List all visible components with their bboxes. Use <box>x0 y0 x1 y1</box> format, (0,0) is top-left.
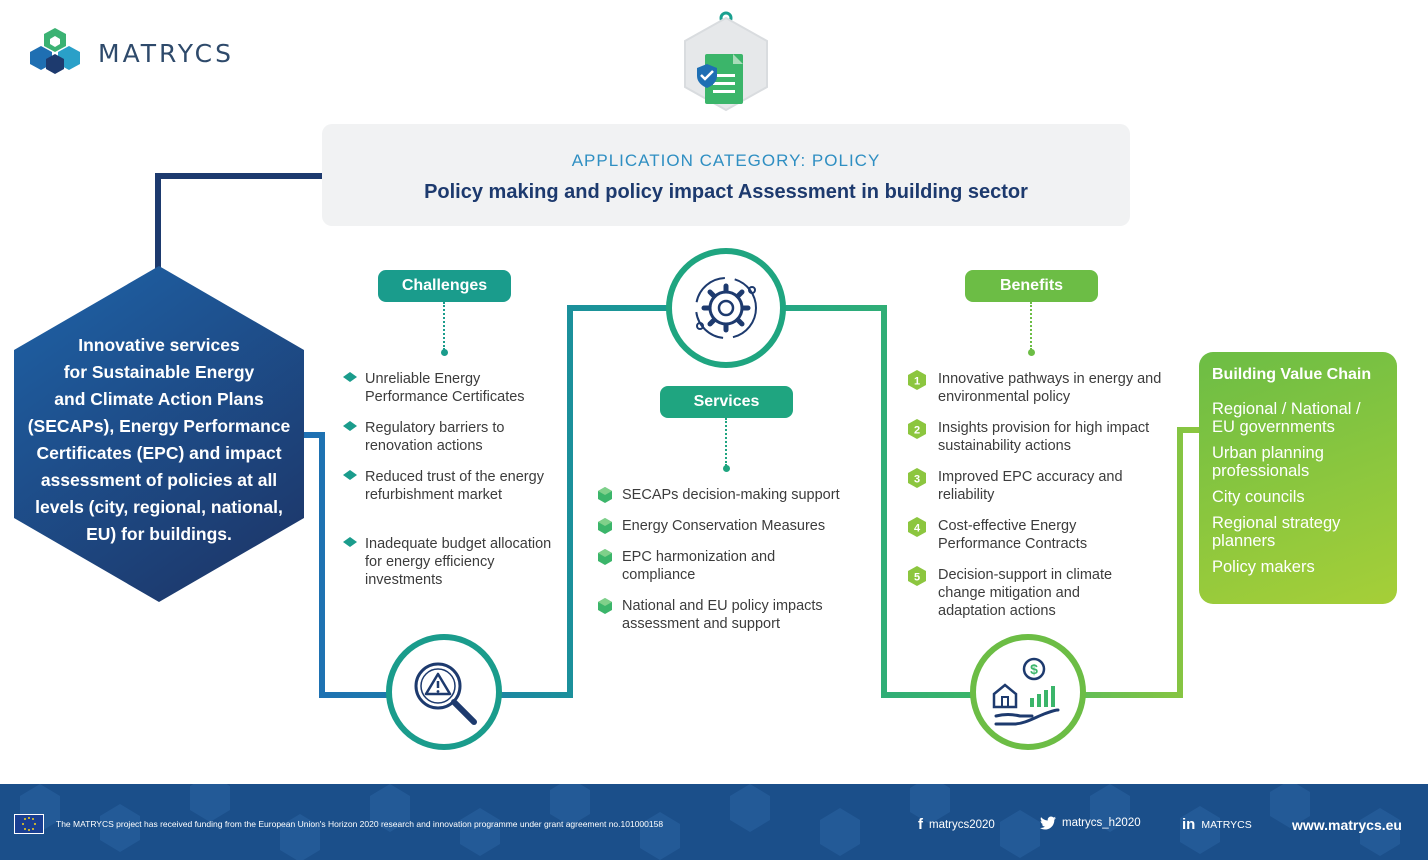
diamond-bullet-icon <box>343 470 357 480</box>
value-chain-item: Urban planning professionals <box>1212 444 1324 480</box>
services-list <box>622 486 872 633</box>
svg-text:5: 5 <box>913 571 921 584</box>
gear-icon <box>688 270 764 346</box>
challenges-dot <box>441 349 448 356</box>
challenge-text: Unreliable Energy Performance Certificates <box>365 371 525 405</box>
value-chain-title: Building Value Chain <box>1212 366 1372 383</box>
top-connector <box>158 176 322 272</box>
list-item <box>622 597 872 633</box>
benefit-text: Insights provision for high impact sustainability actions <box>938 420 1150 454</box>
intro-text <box>14 332 304 548</box>
brand-name: MATRYCS <box>98 38 235 68</box>
eu-flag-icon <box>14 814 44 834</box>
challenges-list <box>365 370 555 589</box>
challenge-text: Inadequate budget allocation for energy efficiency investments <box>365 536 552 588</box>
services-label: Services <box>660 386 793 418</box>
twitter-link[interactable] <box>1040 816 1141 830</box>
value-chain-item: Policy makers <box>1212 558 1315 576</box>
list-item <box>622 517 872 548</box>
benefits-circle <box>970 634 1086 750</box>
hexagon-bullet-icon <box>597 598 613 614</box>
number-badge-icon <box>907 517 927 537</box>
list-item <box>913 370 1168 419</box>
linkedin-link[interactable] <box>1182 816 1252 833</box>
facebook-link[interactable] <box>918 816 995 833</box>
website-link[interactable]: www.matrycs.eu <box>1292 817 1402 833</box>
hexagon-bullet-icon <box>597 487 613 503</box>
intro-line: (SECAPs), Energy Performance <box>27 416 291 436</box>
number-badge-icon <box>907 370 927 390</box>
diamond-bullet-icon <box>343 372 357 382</box>
hexagon-bullet-icon <box>597 518 613 534</box>
services-dot <box>723 465 730 472</box>
benefits-connector <box>1030 302 1032 350</box>
list-item <box>913 517 1168 566</box>
value-chain-item: Regional strategy planners <box>1212 514 1341 550</box>
service-text: Energy Conservation Measures <box>622 518 826 534</box>
svg-text:4: 4 <box>913 522 921 535</box>
value-chain-item: Regional / National / EU governments <box>1212 400 1361 436</box>
list-item <box>913 419 1168 468</box>
list-item <box>365 468 555 535</box>
service-text: SECAPs decision-making support <box>622 487 840 503</box>
svg-text:$: $ <box>1030 661 1038 677</box>
list-item <box>365 370 555 419</box>
intro-line: levels (city, regional, national, <box>35 497 283 517</box>
benefits-label: Benefits <box>965 270 1098 302</box>
service-text: EPC harmonization and compliance <box>622 549 776 583</box>
intro-line: and Climate Action Plans <box>54 389 264 409</box>
linkedin-icon: in <box>1182 816 1196 833</box>
challenges-label: Challenges <box>378 270 511 302</box>
twitter-handle: matrycs_h2020 <box>1062 817 1141 829</box>
facebook-handle: matrycs2020 <box>929 818 995 831</box>
header-box <box>322 124 1130 226</box>
number-badge-icon <box>907 566 927 586</box>
linkedin-handle: MATRYCS <box>1201 818 1252 831</box>
magnifier-warning-icon <box>406 654 482 730</box>
benefit-text: Innovative pathways in energy and environmental policy <box>938 371 1162 405</box>
document-check-icon <box>673 8 779 114</box>
intro-line: EU) for buildings. <box>86 524 232 544</box>
list-item <box>365 419 555 468</box>
services-connector <box>725 418 727 466</box>
list-item <box>365 535 555 589</box>
challenge-text: Reduced trust of the energy refurbishment market <box>365 469 544 503</box>
benefits-dot <box>1028 349 1035 356</box>
hexagon-bullet-icon <box>597 549 613 565</box>
facebook-icon: f <box>918 816 923 833</box>
challenge-text: Regulatory barriers to renovation actions <box>365 420 505 454</box>
application-category: APPLICATION CATEGORY: POLICY <box>571 151 881 170</box>
services-circle <box>666 248 786 368</box>
service-text: National and EU policy impacts assessment and support <box>622 598 823 632</box>
list-item <box>622 548 872 597</box>
svg-text:2: 2 <box>913 424 921 437</box>
page-title: Policy making and policy impact Assessment in building sector <box>424 181 1028 203</box>
challenges-connector <box>443 302 445 350</box>
benefit-text: Improved EPC accuracy and reliability <box>938 469 1123 503</box>
number-badge-icon <box>907 468 927 488</box>
list-item <box>622 486 872 517</box>
number-badge-icon <box>907 419 927 439</box>
value-chain-box <box>1199 352 1397 604</box>
footer <box>0 784 1428 860</box>
svg-text:1: 1 <box>913 375 921 388</box>
intro-line: for Sustainable Energy <box>63 362 255 382</box>
list-item <box>913 468 1168 517</box>
intro-line: Innovative services <box>78 335 240 355</box>
value-chain-item: City councils <box>1212 488 1305 506</box>
diamond-bullet-icon <box>343 421 357 431</box>
intro-line: assessment of policies at all <box>40 470 278 490</box>
challenges-circle <box>386 634 502 750</box>
diamond-bullet-icon <box>343 537 357 547</box>
twitter-icon <box>1040 816 1056 830</box>
benefit-text: Cost-effective Energy Performance Contracts <box>938 518 1088 552</box>
list-item <box>913 566 1168 620</box>
funding-note: The MATRYCS project has received funding from the European Union's Horizon 2020 research and innovation programme under grant agreement no.101000158 <box>56 819 664 829</box>
intro-line: Certificates (EPC) and impact <box>36 443 282 463</box>
benefits-list <box>913 370 1168 620</box>
hand-house-money-icon <box>988 652 1068 732</box>
benefit-text: Decision-support in climate change mitigation and adaptation actions <box>938 567 1113 619</box>
svg-text:3: 3 <box>913 473 921 486</box>
